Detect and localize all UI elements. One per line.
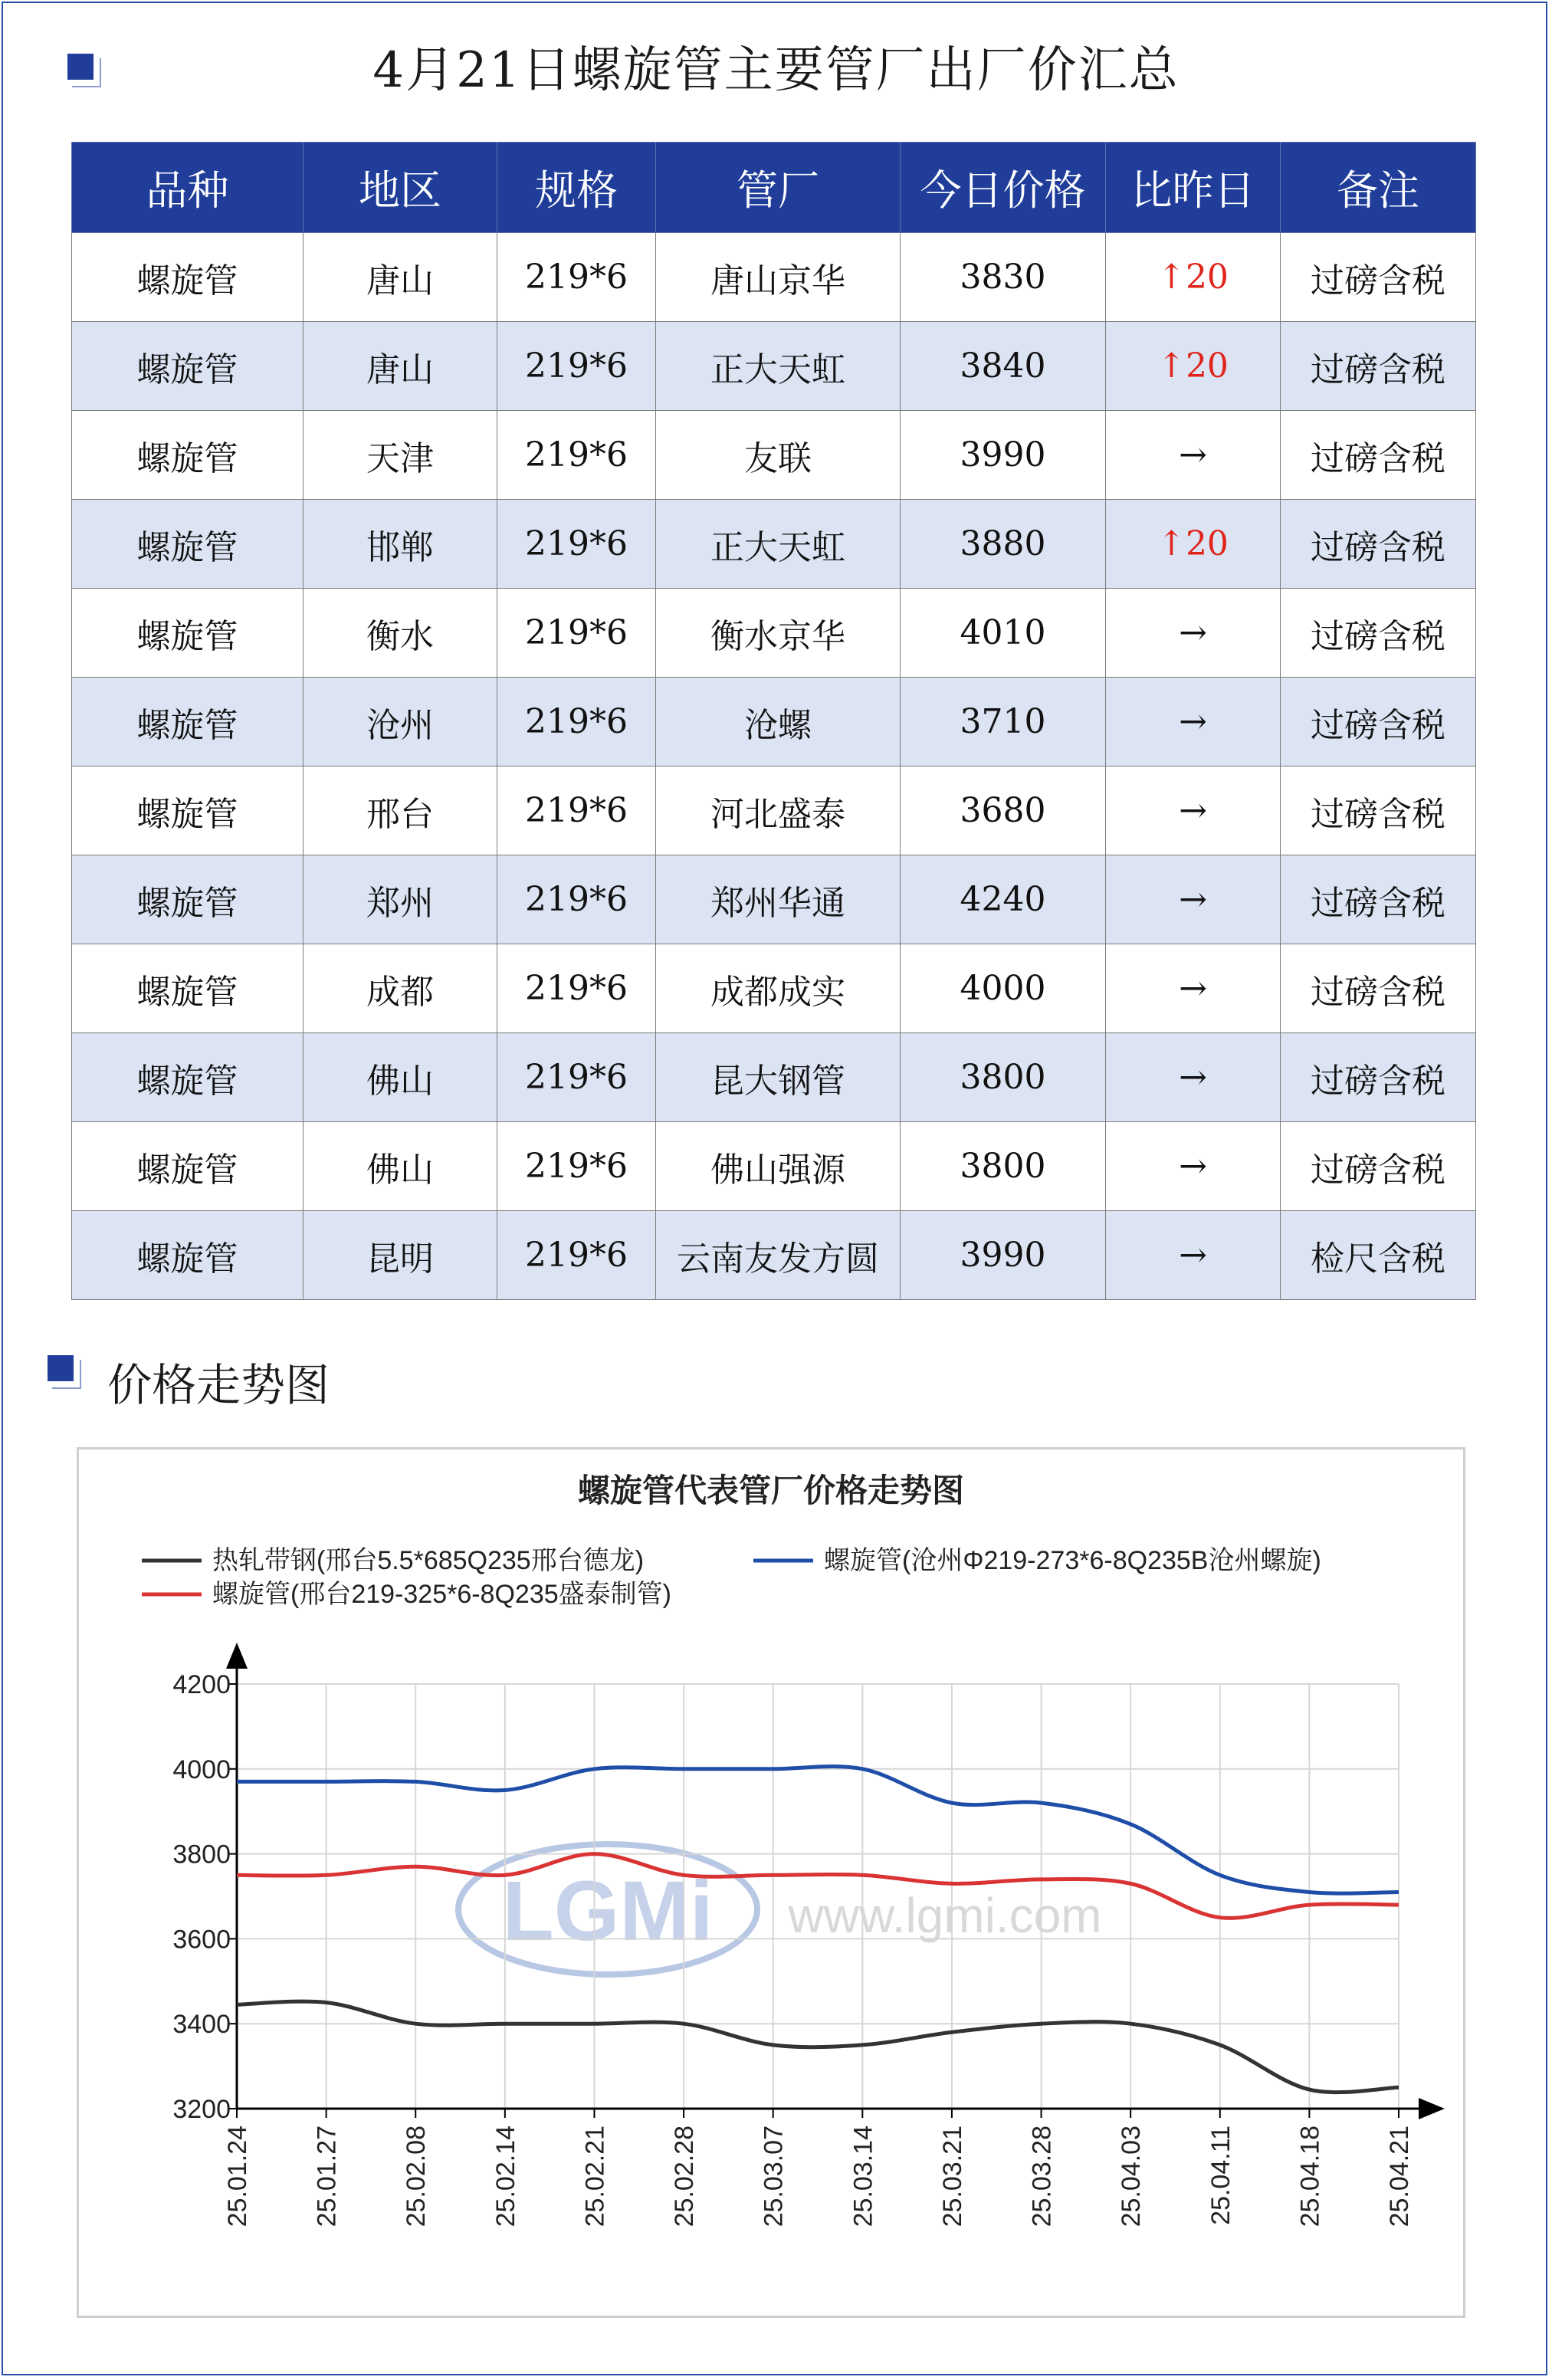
arrow-right-icon: → xyxy=(1179,1147,1207,1186)
column-header: 地区 xyxy=(304,143,497,233)
table-row xyxy=(72,678,1476,767)
cell-spec: 219*6 xyxy=(497,233,656,322)
price-table xyxy=(71,142,1476,1300)
x-tick-label: 25.03.28 xyxy=(1027,2126,1057,2227)
cell-mill: 郑州华通 xyxy=(656,855,901,944)
cell-note: 过磅含税 xyxy=(1281,411,1476,500)
cell-region: 佛山 xyxy=(304,1122,497,1211)
page-title: 4月21日螺旋管主要管厂出厂价汇总 xyxy=(372,42,1180,99)
arrow-right-icon: → xyxy=(1179,791,1207,830)
y-tick-label: 4000 xyxy=(172,1755,231,1784)
table-row xyxy=(72,1211,1476,1300)
legend-entry: 螺旋管(沧州Φ219-273*6-8Q235B沧州螺旋) xyxy=(824,1546,1321,1575)
cell-spec: 219*6 xyxy=(497,589,656,678)
cell-mill: 佛山强源 xyxy=(656,1122,901,1211)
cell-variety: 螺旋管 xyxy=(72,767,304,855)
arrow-right-icon: → xyxy=(1179,1236,1207,1275)
chart-container xyxy=(77,1447,1465,2318)
x-tick-label: 25.04.03 xyxy=(1117,2126,1147,2227)
table-row xyxy=(72,322,1476,411)
column-header: 规格 xyxy=(497,143,656,233)
cell-variety: 螺旋管 xyxy=(72,678,304,767)
cell-change xyxy=(1106,233,1281,322)
watermark-logo-text: LGMi xyxy=(502,1864,714,1958)
cell-mill: 成都成实 xyxy=(656,944,901,1033)
cell-region: 邢台 xyxy=(304,767,497,855)
cell-price: 3880 xyxy=(901,500,1106,589)
cell-spec: 219*6 xyxy=(497,1122,656,1211)
cell-note: 过磅含税 xyxy=(1281,589,1476,678)
arrow-right-icon: → xyxy=(1179,880,1207,919)
cell-variety: 螺旋管 xyxy=(72,1211,304,1300)
cell-mill: 云南友发方圆 xyxy=(656,1211,901,1300)
x-tick-label: 25.04.21 xyxy=(1385,2126,1414,2227)
x-tick-label: 25.02.21 xyxy=(580,2126,610,2227)
cell-change xyxy=(1106,411,1281,500)
cell-price: 4240 xyxy=(901,855,1106,944)
section-square-icon xyxy=(48,1355,81,1389)
table-row xyxy=(72,855,1476,944)
cell-variety: 螺旋管 xyxy=(72,411,304,500)
table-row xyxy=(72,1122,1476,1211)
cell-mill: 正大天虹 xyxy=(656,322,901,411)
cell-price: 3710 xyxy=(901,678,1106,767)
y-tick-label: 3600 xyxy=(172,1925,231,1955)
y-tick-label: 3200 xyxy=(172,2095,231,2124)
cell-change xyxy=(1106,944,1281,1033)
cell-note: 检尺含税 xyxy=(1281,1211,1476,1300)
section-title: 价格走势图 xyxy=(107,1359,330,1411)
price-trend-chart xyxy=(79,1449,1463,2316)
table-header-row xyxy=(72,143,1476,233)
cell-change xyxy=(1106,1211,1281,1300)
cell-variety: 螺旋管 xyxy=(72,1122,304,1211)
cell-note: 过磅含税 xyxy=(1281,767,1476,855)
table-row xyxy=(72,1033,1476,1122)
cell-region: 昆明 xyxy=(304,1211,497,1300)
cell-change xyxy=(1106,767,1281,855)
column-header: 管厂 xyxy=(656,143,901,233)
arrow-right-icon: → xyxy=(1179,435,1207,474)
cell-note: 过磅含税 xyxy=(1281,678,1476,767)
cell-spec: 219*6 xyxy=(497,1033,656,1122)
cell-note: 过磅含税 xyxy=(1281,944,1476,1033)
arrow-up-icon: ↑ xyxy=(1157,258,1186,297)
cell-price: 3830 xyxy=(901,233,1106,322)
cell-spec: 219*6 xyxy=(497,322,656,411)
arrow-right-icon: → xyxy=(1179,1058,1207,1097)
cell-region: 天津 xyxy=(304,411,497,500)
change-value: 20 xyxy=(1185,346,1229,386)
cell-variety: 螺旋管 xyxy=(72,500,304,589)
cell-spec: 219*6 xyxy=(497,1211,656,1300)
cell-variety: 螺旋管 xyxy=(72,589,304,678)
x-tick-label: 25.01.24 xyxy=(223,2126,252,2227)
cell-mill: 正大天虹 xyxy=(656,500,901,589)
cell-region: 衡水 xyxy=(304,589,497,678)
cell-spec: 219*6 xyxy=(497,500,656,589)
cell-price: 3840 xyxy=(901,322,1106,411)
change-value: 20 xyxy=(1185,258,1229,297)
cell-region: 唐山 xyxy=(304,322,497,411)
cell-region: 成都 xyxy=(304,944,497,1033)
cell-mill: 衡水京华 xyxy=(656,589,901,678)
cell-price: 3800 xyxy=(901,1033,1106,1122)
cell-region: 邯郸 xyxy=(304,500,497,589)
cell-price: 3990 xyxy=(901,1211,1106,1300)
cell-note: 过磅含税 xyxy=(1281,500,1476,589)
x-tick-label: 25.03.14 xyxy=(848,2126,878,2227)
series-line-0 xyxy=(237,2001,1399,2093)
column-header: 今日价格 xyxy=(901,143,1106,233)
cell-note: 过磅含税 xyxy=(1281,322,1476,411)
cell-spec: 219*6 xyxy=(497,767,656,855)
chart-title: 螺旋管代表管厂价格走势图 xyxy=(577,1472,965,1508)
table-row xyxy=(72,500,1476,589)
legend-entry: 热轧带钢(邢台5.5*685Q235邢台德龙) xyxy=(212,1546,645,1575)
table-row xyxy=(72,767,1476,855)
cell-change xyxy=(1106,678,1281,767)
arrow-right-icon: → xyxy=(1179,613,1207,652)
arrow-up-icon: ↑ xyxy=(1157,524,1186,563)
cell-mill: 昆大钢管 xyxy=(656,1033,901,1122)
legend-entry: 螺旋管(邢台219-325*6-8Q235盛泰制管) xyxy=(212,1580,671,1609)
cell-change xyxy=(1106,322,1281,411)
x-tick-label: 25.04.11 xyxy=(1206,2126,1235,2225)
cell-variety: 螺旋管 xyxy=(72,233,304,322)
cell-change xyxy=(1106,589,1281,678)
cell-change xyxy=(1106,500,1281,589)
column-header: 品种 xyxy=(72,143,304,233)
table-row xyxy=(72,233,1476,322)
cell-change xyxy=(1106,855,1281,944)
cell-spec: 219*6 xyxy=(497,855,656,944)
arrow-up-icon: ↑ xyxy=(1157,346,1186,386)
cell-price: 3990 xyxy=(901,411,1106,500)
table-row xyxy=(72,411,1476,500)
table-row xyxy=(72,944,1476,1033)
change-value: 20 xyxy=(1185,524,1229,563)
arrow-right-icon: → xyxy=(1179,702,1207,741)
table-row xyxy=(72,589,1476,678)
cell-region: 佛山 xyxy=(304,1033,497,1122)
cell-change xyxy=(1106,1122,1281,1211)
cell-region: 郑州 xyxy=(304,855,497,944)
cell-spec: 219*6 xyxy=(497,678,656,767)
y-tick-label: 3400 xyxy=(172,2010,231,2040)
cell-change xyxy=(1106,1033,1281,1122)
cell-variety: 螺旋管 xyxy=(72,855,304,944)
y-tick-label: 4200 xyxy=(172,1670,231,1699)
y-axis-arrow-icon xyxy=(226,1643,248,1669)
cell-mill: 友联 xyxy=(656,411,901,500)
cell-note: 过磅含税 xyxy=(1281,1122,1476,1211)
cell-spec: 219*6 xyxy=(497,944,656,1033)
x-tick-label: 25.02.08 xyxy=(402,2126,431,2227)
cell-spec: 219*6 xyxy=(497,411,656,500)
x-axis-arrow-icon xyxy=(1419,2098,1445,2119)
watermark-url: www.lgmi.com xyxy=(788,1888,1102,1943)
x-tick-label: 25.02.14 xyxy=(491,2126,520,2227)
y-tick-label: 3800 xyxy=(172,1840,231,1870)
cell-price: 3680 xyxy=(901,767,1106,855)
cell-mill: 沧螺 xyxy=(656,678,901,767)
cell-price: 4000 xyxy=(901,944,1106,1033)
cell-note: 过磅含税 xyxy=(1281,1033,1476,1122)
x-tick-label: 25.04.18 xyxy=(1295,2126,1325,2227)
column-header: 备注 xyxy=(1281,143,1476,233)
cell-note: 过磅含税 xyxy=(1281,855,1476,944)
cell-note: 过磅含税 xyxy=(1281,233,1476,322)
cell-region: 唐山 xyxy=(304,233,497,322)
arrow-right-icon: → xyxy=(1179,969,1207,1008)
cell-price: 4010 xyxy=(901,589,1106,678)
cell-variety: 螺旋管 xyxy=(72,944,304,1033)
x-tick-label: 25.01.27 xyxy=(312,2126,342,2227)
column-header: 比昨日 xyxy=(1106,143,1281,233)
cell-variety: 螺旋管 xyxy=(72,322,304,411)
cell-variety: 螺旋管 xyxy=(72,1033,304,1122)
cell-region: 沧州 xyxy=(304,678,497,767)
cell-price: 3800 xyxy=(901,1122,1106,1211)
x-tick-label: 25.02.28 xyxy=(670,2126,700,2227)
cell-mill: 唐山京华 xyxy=(656,233,901,322)
x-tick-label: 25.03.07 xyxy=(759,2126,789,2227)
x-tick-label: 25.03.21 xyxy=(937,2126,967,2227)
cell-mill: 河北盛泰 xyxy=(656,767,901,855)
